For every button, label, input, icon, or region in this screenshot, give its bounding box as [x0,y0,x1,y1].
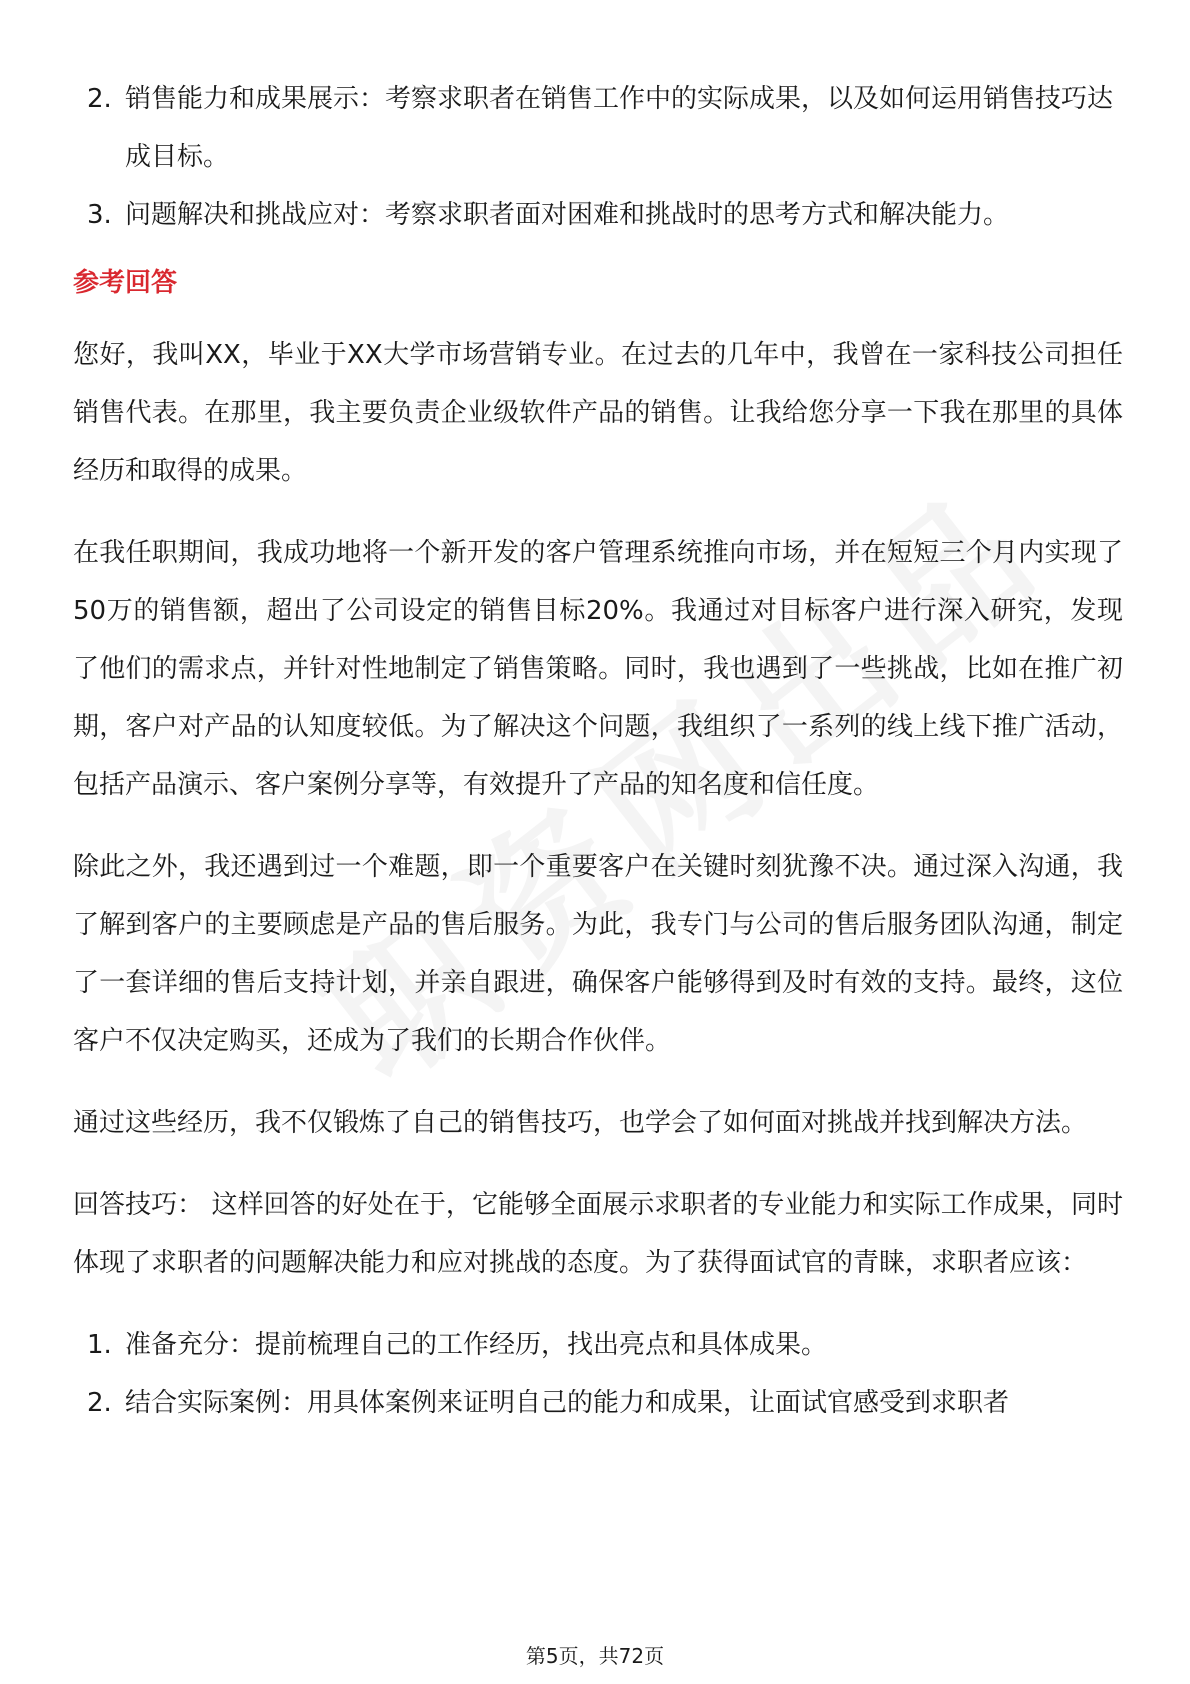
page-number: 第5页，共72页 [525,1644,665,1668]
list-item [73,1374,1123,1432]
list-item-number: 2. [87,1388,112,1418]
list-item-text: 结合实际案例：用具体案例来证明自己的能力和成果，让面试官感受到求职者 [125,1388,1010,1418]
paragraph: 您好，我叫XX，毕业于XX大学市场营销专业。在过去的几年中，我曾在一家科技公司担任销售代表。在那里，我主要负责企业级软件产品的销售。让我给您分享一下我在那里的具体经历和取得的成果。 [73,340,1123,486]
list-item-number: 2. [87,84,112,114]
list-item [73,70,1123,186]
page-content [73,70,1123,1432]
section-heading: 参考回答 [73,268,178,298]
list-item-number: 1. [87,1330,112,1360]
paragraph: 除此之外，我还遇到过一个难题，即一个重要客户在关键时刻犹豫不决。通过深入沟通，我了解到客户的主要顾虑是产品的售后服务。为此，我专门与公司的售后服务团队沟通，制定了一套详细的售后支持计划，并亲自跟进，确保客户能够得到及时有效的支持。最终，这位客户不仅决定购买，还成为了我们的长期合作伙伴。 [73,852,1123,1056]
paragraph: 通过这些经历，我不仅锻炼了自己的销售技巧，也学会了如何面对挑战并找到解决方法。 [73,1108,1088,1138]
tips-list [73,1316,1123,1432]
list-item-text: 问题解决和挑战应对：考察求职者面对困难和挑战时的思考方式和解决能力。 [125,200,1010,230]
list-item [73,1316,1123,1374]
criteria-list [73,70,1123,244]
paragraph: 在我任职期间，我成功地将一个新开发的客户管理系统推向市场，并在短短三个月内实现了50万的销售额，超出了公司设定的销售目标20%。我通过对目标客户进行深入研究，发现了他们的需求点，并针对性地制定了销售策略。同时，我也遇到了一些挑战，比如在推广初期，客户对产品的认知度较低。为了解决这个问题，我组织了一系列的线上线下推广活动，包括产品演示、客户案例分享等，有效提升了产品的知名度和信任度。 [73,538,1123,800]
list-item-text: 销售能力和成果展示：考察求职者在销售工作中的实际成果，以及如何运用销售技巧达成目标。 [125,84,1114,172]
list-item [73,186,1123,244]
paragraph: 回答技巧： 这样回答的好处在于，它能够全面展示求职者的专业能力和实际工作成果，同时体现了求职者的问题解决能力和应对挑战的态度。为了获得面试官的青睐，求职者应该： [73,1190,1123,1278]
list-item-text: 准备充分：提前梳理自己的工作经历，找出亮点和具体成果。 [125,1330,828,1360]
list-item-number: 3. [87,200,112,230]
